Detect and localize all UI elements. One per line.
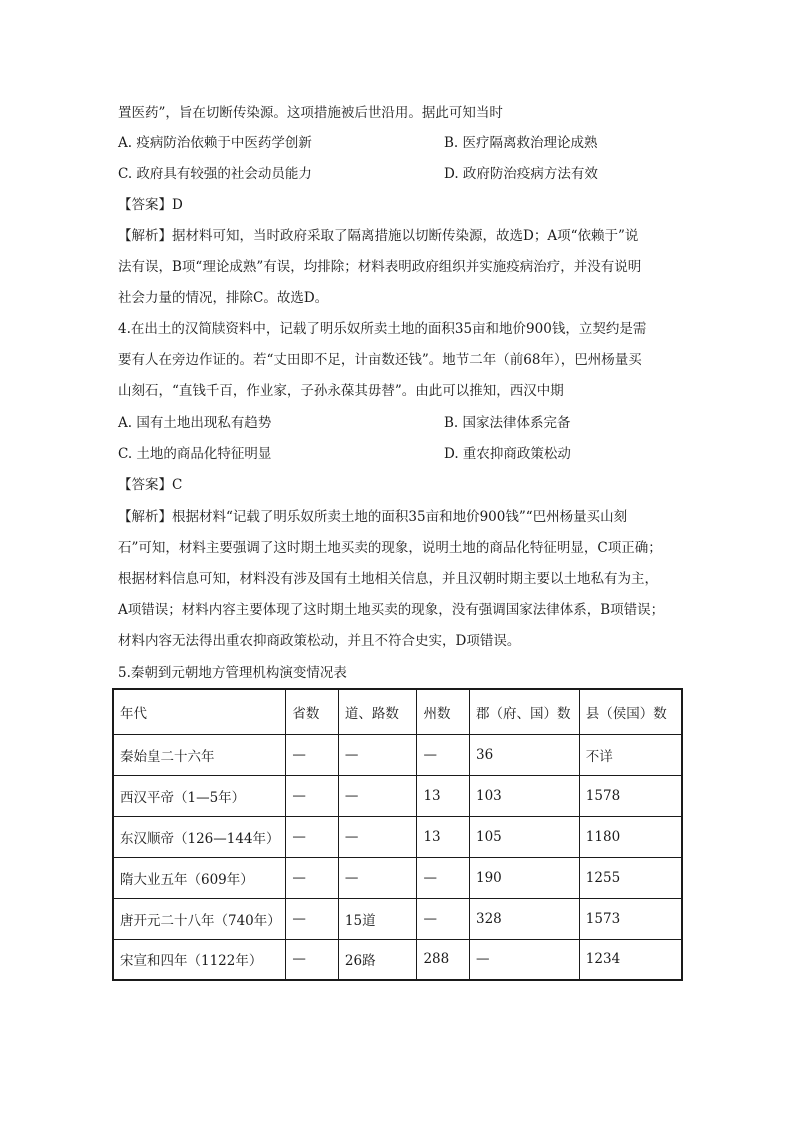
cell-commanderies: 103	[470, 775, 580, 816]
table-header-row	[113, 689, 682, 734]
cell-commanderies: 36	[470, 734, 580, 775]
cell-provinces: —	[286, 939, 339, 980]
table-row	[113, 775, 682, 816]
cell-provinces: —	[286, 734, 339, 775]
cell-counties: 不详	[579, 734, 682, 775]
header-era: 年代	[113, 689, 286, 734]
cell-counties: 1578	[579, 775, 682, 816]
table-row	[113, 939, 682, 980]
q4-option-b: B. 国家法律体系完备	[444, 415, 571, 431]
cell-provinces: —	[286, 816, 339, 857]
cell-counties: 1234	[579, 939, 682, 980]
q4-analysis-line-1: 【解析】根据材料“记载了明乐奴所卖土地的面积35亩和地价900钱”“巴州杨量买山刻	[118, 509, 628, 525]
q4-stem-line-2: 要有人在旁边作证的。若“丈田即不足，计亩数还钱”。地节二年（前68年），巴州杨量买	[118, 352, 642, 368]
q3-option-b: B. 医疗隔离救治理论成熟	[444, 135, 598, 151]
cell-provinces: —	[286, 857, 339, 898]
q3-analysis-line-1: 【解析】据材料可知，当时政府采取了隔离措施以切断传染源，故选D；A项“依赖于”说	[118, 228, 639, 244]
cell-prefectures: 13	[417, 775, 470, 816]
q3-stem-tail: 置医药”，旨在切断传染源。这项措施被后世沿用。据此可知当时	[118, 105, 503, 121]
q4-analysis-line-3: 根据材料信息可知，材料没有涉及国有土地相关信息，并且汉朝时期主要以土地私有为主，	[118, 571, 658, 587]
cell-prefectures: —	[417, 734, 470, 775]
cell-prefectures: 13	[417, 816, 470, 857]
cell-era: 东汉顺帝（126—144年）	[113, 816, 286, 857]
header-counties: 县（侯国）数	[579, 689, 682, 734]
header-prefectures: 州数	[417, 689, 470, 734]
cell-prefectures: 288	[417, 939, 470, 980]
cell-provinces: —	[286, 775, 339, 816]
q4-analysis-line-2: 石”可知，材料主要强调了这时期土地买卖的现象，说明土地的商品化特征明显，C项正确；	[118, 540, 662, 556]
cell-era: 西汉平帝（1—5年）	[113, 775, 286, 816]
table-row	[113, 898, 682, 939]
cell-circuits: —	[338, 816, 417, 857]
q3-answer: 【答案】D	[118, 197, 183, 213]
cell-circuits: —	[338, 734, 417, 775]
cell-era: 宋宣和四年（1122年）	[113, 939, 286, 980]
q5-title: 5.秦朝到元朝地方管理机构演变情况表	[118, 665, 347, 681]
header-circuits: 道、路数	[338, 689, 417, 734]
cell-commanderies: 105	[470, 816, 580, 857]
header-provinces: 省数	[286, 689, 339, 734]
q4-stem-line-3: 山刻石，“直钱千百，作业家，子孙永葆其毋替”。由此可以推知，西汉中期	[118, 383, 564, 399]
cell-commanderies: 328	[470, 898, 580, 939]
table-row	[113, 734, 682, 775]
cell-prefectures: —	[417, 857, 470, 898]
table-row	[113, 857, 682, 898]
q4-answer: 【答案】C	[118, 477, 183, 493]
q4-analysis-line-5: 材料内容无法得出重农抑商政策松动，并且不符合史实，D项错误。	[118, 633, 521, 649]
q4-option-a: A. 国有土地出现私有趋势	[118, 415, 272, 431]
cell-prefectures: —	[417, 898, 470, 939]
q3-analysis-line-3: 社会力量的情况，排除C。故选D。	[118, 290, 329, 306]
cell-provinces: —	[286, 898, 339, 939]
q3-option-a: A. 疫病防治依赖于中医药学创新	[118, 135, 312, 151]
header-commanderies: 郡（府、国）数	[470, 689, 580, 734]
cell-commanderies: —	[470, 939, 580, 980]
cell-counties: 1255	[579, 857, 682, 898]
q5-table	[112, 688, 683, 981]
cell-circuits: —	[338, 775, 417, 816]
cell-circuits: —	[338, 857, 417, 898]
q4-analysis-line-4: A项错误；材料内容主要体现了这时期土地买卖的现象，没有强调国家法律体系，B项错误；	[118, 602, 665, 618]
q4-stem-line-1: 4.在出土的汉简牍资料中，记载了明乐奴所卖土地的面积35亩和地价900钱，立契约是需	[118, 321, 647, 337]
cell-circuits: 26路	[338, 939, 417, 980]
q3-option-c: C. 政府具有较强的社会动员能力	[118, 166, 312, 182]
q4-option-d: D. 重农抑商政策松动	[444, 446, 571, 462]
q4-option-c: C. 土地的商品化特征明显	[118, 446, 272, 462]
cell-counties: 1180	[579, 816, 682, 857]
q3-analysis-line-2: 法有误，B项“理论成熟”有误，均排除；材料表明政府组织并实施疫病治疗，并没有说明	[118, 259, 642, 275]
cell-circuits: 15道	[338, 898, 417, 939]
cell-counties: 1573	[579, 898, 682, 939]
table-row	[113, 816, 682, 857]
cell-commanderies: 190	[470, 857, 580, 898]
q3-option-d: D. 政府防治疫病方法有效	[444, 166, 598, 182]
cell-era: 隋大业五年（609年）	[113, 857, 286, 898]
cell-era: 秦始皇二十六年	[113, 734, 286, 775]
cell-era: 唐开元二十八年（740年）	[113, 898, 286, 939]
